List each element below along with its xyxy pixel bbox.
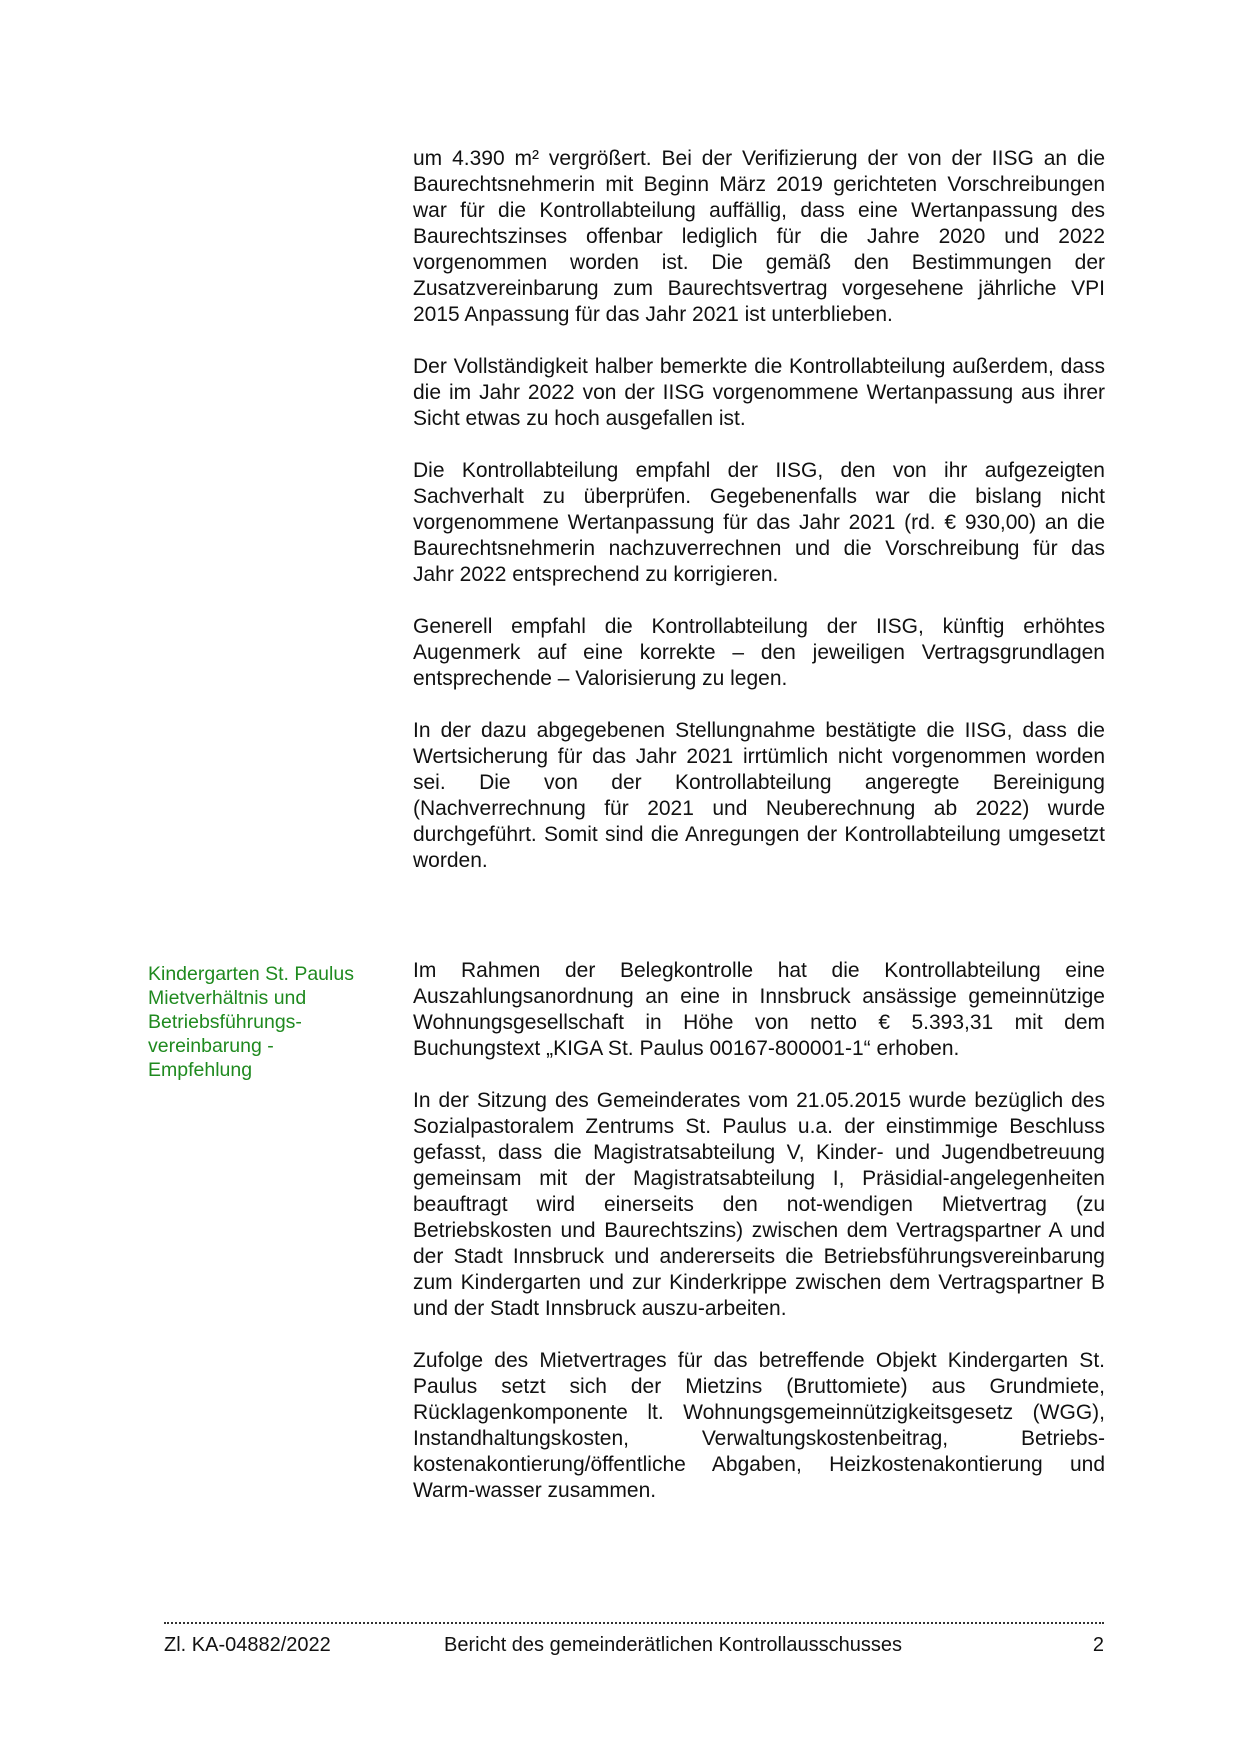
sidenote-line: Mietverhältnis und [148, 987, 307, 1009]
paragraph: In der dazu abgegebenen Stellungnahme bestätigte die IISG, dass die Wertsicherung für das Jahr 2021 irrtümlich nicht vorgenommen worden sei. Die von der Kontrollabteilung angeregte Bereinigung (Nachverrechnung für 2021 und Neuberechnung ab 2022) wurde durchgeführt. Somit sind die Anregungen der Kontrollabteilung umgesetzt worden. [413, 719, 1105, 872]
paragraph: Zufolge des Mietvertrages für das betreffende Objekt Kindergarten St. Paulus setzt sich der Mietzins (Bruttomiete) aus Grundmiete, Rücklagenkomponente lt. Wohnungsgemeinnützigkeitsgesetz (WGG), Instandhaltungskosten, Verwaltungskostenbeitrag, Betriebs-kostenakontierung/öffentliche Abgaben, Heizkostenakontierung und Warm-wasser zusammen. [413, 1349, 1105, 1502]
paragraph: Der Vollständigkeit halber bemerkte die Kontrollabteilung außerdem, dass die im Jahr 2022 von der IISG vorgenommene Wertanpassung aus ihrer Sicht etwas zu hoch ausgefallen ist. [413, 355, 1105, 430]
page-footer [164, 1632, 1104, 1658]
section-sidenote [148, 962, 378, 1082]
page-number: 2 [1092, 1634, 1104, 1656]
report-title: Bericht des gemeinderätlichen Kontrollausschusses [444, 1634, 903, 1656]
paragraph: Im Rahmen der Belegkontrolle hat die Kontrollabteilung eine Auszahlungsanordnung an eine in Innsbruck ansässige gemeinnützige Wohnungsgesellschaft in Höhe von netto € 5.393,31 mit dem Buchungstext „KIGA St. Paulus 00167-800001-1“ erhoben. [413, 959, 1105, 1060]
sidenote-line: vereinbarung - [148, 1035, 274, 1057]
paragraph: Die Kontrollabteilung empfahl der IISG, den von ihr aufgezeigten Sachverhalt zu überprüfen. Gegebenenfalls war die bislang nicht vorgenommene Wertanpassung für das Jahr 2021 (rd. € 930,00) an die Baurechtsnehmerin nachzuverrechnen und die Vorschreibung für das Jahr 2022 entsprechend zu korrigieren. [413, 459, 1105, 586]
sidenote-line: Betriebsführungs- [148, 1011, 302, 1033]
sidenote-line: Kindergarten St. Paulus [148, 963, 354, 985]
sidenote-line: Empfehlung [148, 1059, 253, 1081]
lower-text-block [413, 958, 1105, 1504]
document-reference: Zl. KA-04882/2022 [164, 1634, 331, 1656]
footer-divider [164, 1622, 1104, 1624]
paragraph: Generell empfahl die Kontrollabteilung der IISG, künftig erhöhtes Augenmerk auf eine korrekte – den jeweiligen Vertragsgrundlagen entsprechende – Valorisierung zu legen. [413, 615, 1105, 690]
paragraph: um 4.390 m² vergrößert. Bei der Verifizierung der von der IISG an die Baurechtsnehmerin mit Beginn März 2019 gerichteten Vorschreibungen war für die Kontrollabteilung auffällig, dass eine Wertanpassung des Baurechtszinses offenbar lediglich für die Jahre 2020 und 2022 vorgenommen worden ist. Die gemäß den Bestimmungen der Zusatzvereinbarung zum Baurechtsvertrag vorgesehene jährliche VPI 2015 Anpassung für das Jahr 2021 ist unterblieben. [413, 147, 1105, 326]
paragraph: In der Sitzung des Gemeinderates vom 21.05.2015 wurde bezüglich des Sozialpastoralem Zentrums St. Paulus u.a. der einstimmige Beschluss gefasst, dass die Magistratsabteilung V, Kinder- und Jugendbetreuung gemeinsam mit der Magistratsabteilung I, Präsidial-angelegenheiten beauftragt wird einerseits den not-wendigen Mietvertrag (zu Betriebskosten und Baurechtszins) zwischen dem Vertragspartner A und der Stadt Innsbruck und andererseits die Betriebsführungsvereinbarung zum Kindergarten und zur Kinderkrippe zwischen dem Vertragspartner B und der Stadt Innsbruck auszu-arbeiten. [413, 1089, 1105, 1320]
upper-text-block [413, 146, 1105, 874]
